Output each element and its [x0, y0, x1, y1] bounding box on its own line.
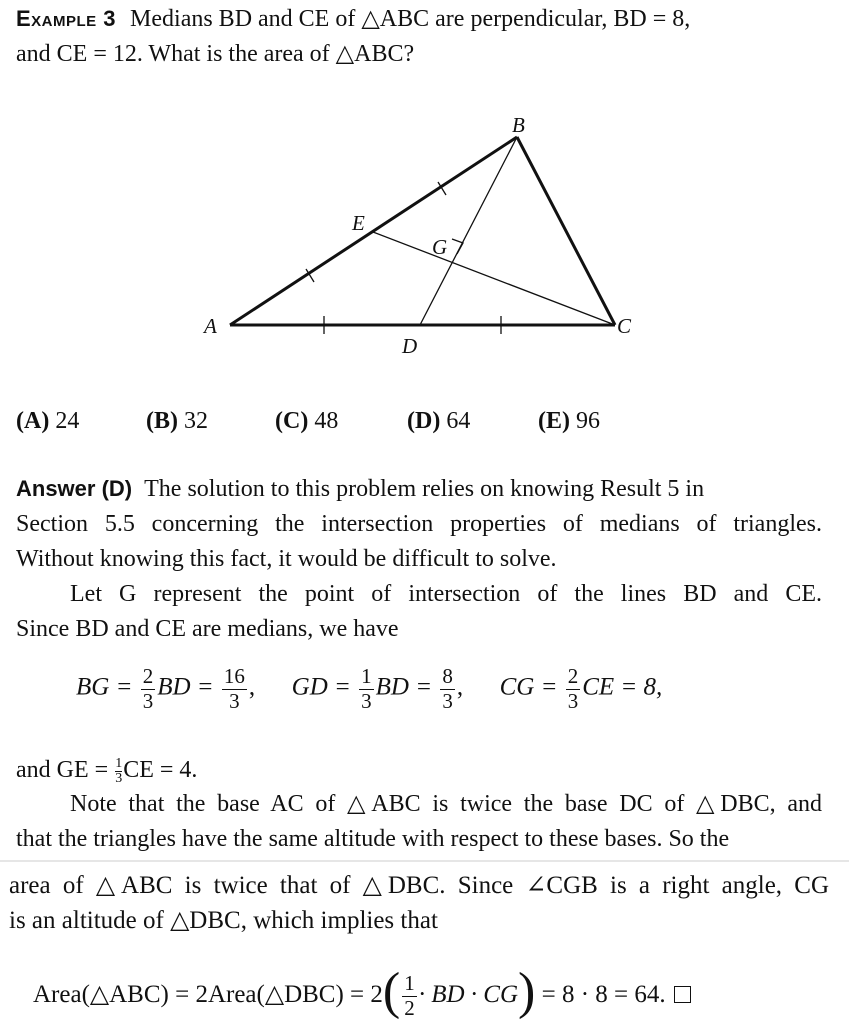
qed-box [674, 986, 691, 1003]
answer-p1-line2: Section 5.5 concerning the intersection properties of medians of triangles. [16, 511, 822, 537]
choice-a: (A) 24 [16, 408, 80, 434]
ge-line: and GE = $\frac{1}{3}$ CE = 4. [16, 756, 198, 786]
point-label-g: G [432, 235, 448, 259]
choice-e: (E) 96 [538, 408, 600, 434]
answer-p1-line1: Answer (D) The solution to this problem relies on knowing Result 5 in [16, 476, 705, 502]
median-bd [420, 137, 517, 325]
answer-label: Answer (D) [16, 476, 133, 501]
side-bc [517, 137, 615, 325]
point-label-e: E [352, 211, 365, 235]
problem-line-2: and CE = 12. What is the area of △ABC? [16, 41, 415, 67]
problem-line-1: Medians BD and CE of △ABC are perpendicular, BD = 8, [130, 6, 691, 32]
answer-p2-line1: Let G represent the point of intersection of the lines BD and CE. [70, 581, 822, 607]
area-equation: Area(△ABC) = 2Area(△DBC) = 2( $\frac{1}{2}$ · BD · CG) = 8 · 8 = 64. [33, 966, 691, 1019]
vertex-label-a: A [204, 314, 217, 338]
problem-statement [16, 7, 826, 31]
triangle-diagram [190, 110, 650, 360]
right-angle-marker [452, 239, 463, 254]
answer-p4-line1: area of △ABC is twice that of △DBC. Since ∠CGB is a right angle, CG [9, 872, 829, 899]
answer-p3-line1: Note that the base AC of △ABC is twice the base DC of △DBC, and [70, 791, 822, 817]
median-ratio-equation: BG = $\frac{2}{3}$ BD = $\frac{16}{3}$ , GD = $\frac{1}{3}$ BD = $\frac{8}{3}$ , CG = $\frac{2}{3}$ CE = 8, [76, 664, 663, 713]
choice-d: (D) 64 [407, 408, 471, 434]
vertex-label-c: C [617, 314, 632, 338]
median-ce [373, 232, 615, 325]
choice-b: (B) 32 [146, 408, 208, 434]
choice-c: (C) 48 [275, 408, 339, 434]
answer-p4-line2: is an altitude of △DBC, which implies that [9, 907, 438, 934]
side-ab [230, 137, 517, 325]
answer-p3-line2: that the triangles have the same altitude with respect to these bases. So the [16, 826, 730, 852]
example-label: Example 3 [16, 6, 117, 31]
answer-p2-line2: Since BD and CE are medians, we have [16, 616, 399, 642]
point-label-d: D [402, 334, 418, 358]
page-seam [0, 860, 849, 862]
vertex-label-b: B [512, 113, 525, 137]
answer-p1-line3: Without knowing this fact, it would be difficult to solve. [16, 546, 557, 572]
